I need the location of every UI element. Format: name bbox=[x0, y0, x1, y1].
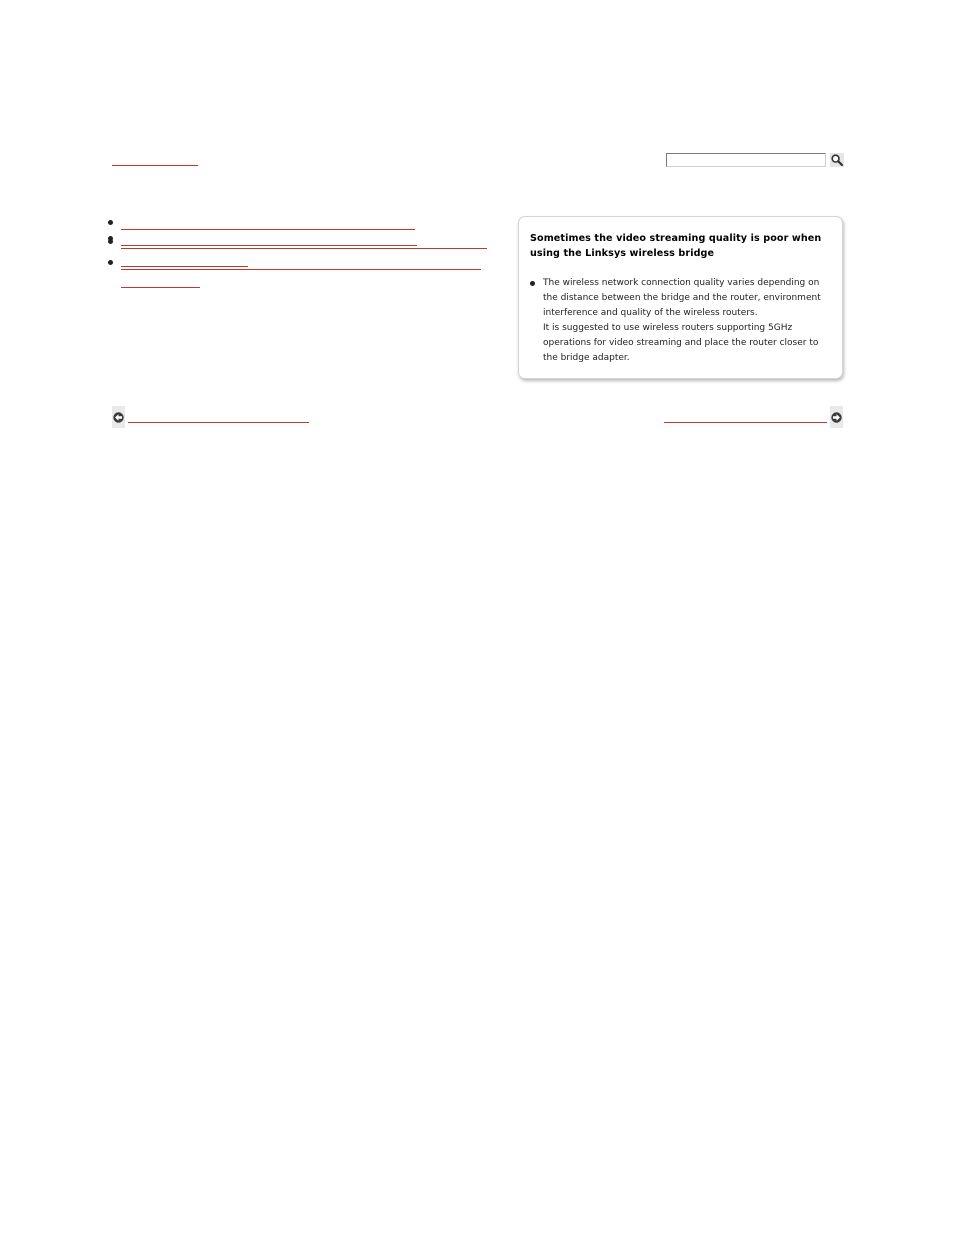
next-page-nav bbox=[664, 406, 843, 428]
related-links-list bbox=[104, 216, 496, 290]
bullet-icon bbox=[108, 260, 113, 265]
link-underline bbox=[121, 235, 487, 249]
arrow-left-circle-icon bbox=[113, 412, 124, 423]
list-item bbox=[104, 216, 496, 230]
magnifier-icon bbox=[830, 153, 844, 167]
arrow-right-circle-icon bbox=[831, 412, 842, 423]
faq-answer-text: The wireless network connection quality varies depending on the distance between the bridge and the router, environment interference and quality of the wireless routers. bbox=[543, 278, 821, 318]
list-item bbox=[104, 256, 496, 288]
faq-answer-item bbox=[530, 276, 830, 366]
related-link[interactable] bbox=[121, 216, 415, 230]
faq-title: Sometimes the video streaming quality is poor when using the Linksys wireless bridge bbox=[530, 233, 822, 259]
faq-answer-note: It is suggested to use wireless routers supporting 5GHz operations for video streaming and place the router closer to the bridge adapter. bbox=[543, 323, 819, 363]
bullet-icon bbox=[108, 239, 113, 244]
next-button[interactable] bbox=[830, 406, 843, 428]
link-underline bbox=[121, 274, 200, 288]
search-input[interactable] bbox=[666, 153, 826, 167]
prev-page-link[interactable] bbox=[128, 410, 309, 423]
top-link[interactable] bbox=[112, 151, 198, 166]
bullet-icon bbox=[530, 281, 535, 286]
link-underline bbox=[121, 256, 481, 270]
prev-button[interactable] bbox=[112, 406, 125, 428]
search-bar bbox=[666, 153, 844, 169]
faq-answer-list bbox=[530, 276, 830, 366]
search-button[interactable] bbox=[830, 153, 844, 167]
next-page-link[interactable] bbox=[664, 410, 827, 423]
bullet-icon bbox=[108, 220, 113, 225]
prev-page-nav bbox=[112, 406, 309, 428]
faq-card bbox=[518, 216, 843, 379]
